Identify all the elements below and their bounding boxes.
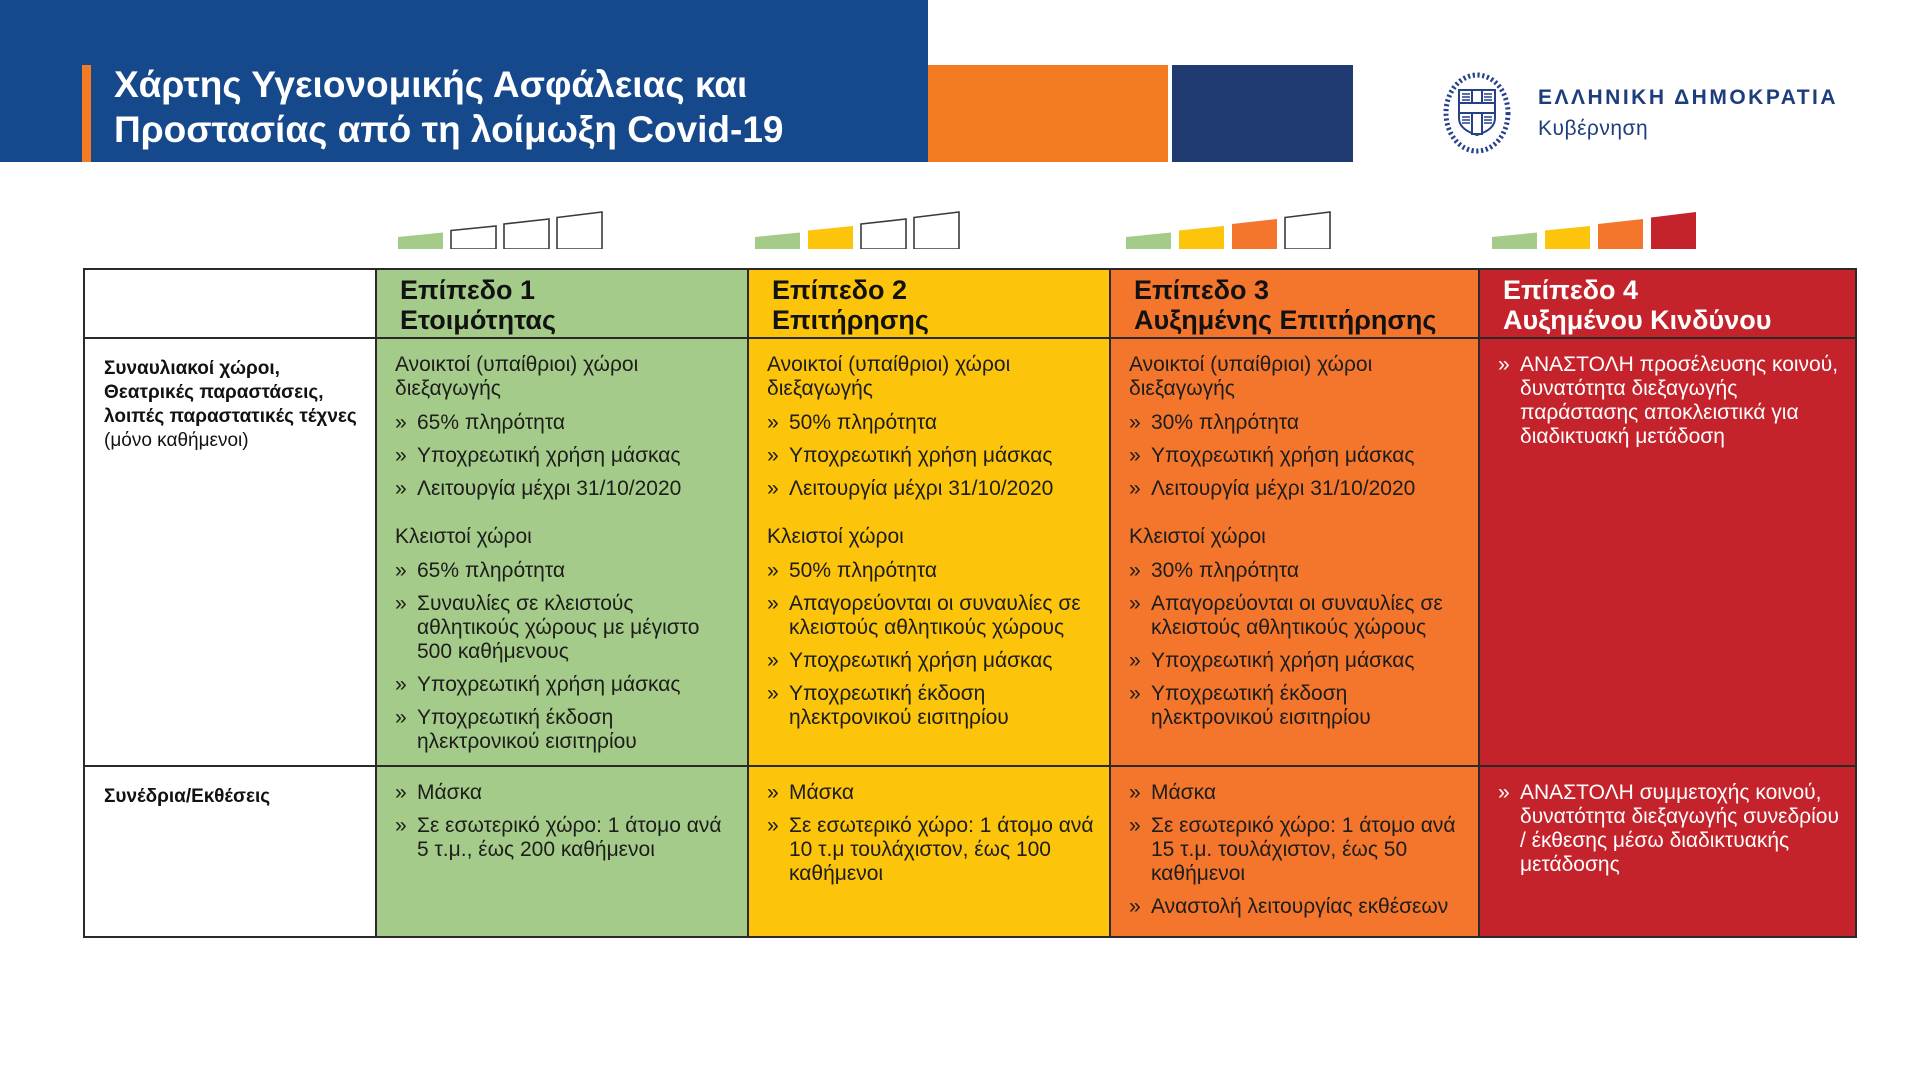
title-accent-bar (82, 65, 91, 162)
bullet-text: Υποχρεωτική χρήση μάσκας (789, 444, 1053, 467)
bullet-list (1129, 781, 1464, 919)
header-level-2 (747, 270, 1109, 337)
government-subtitle: Κυβέρνηση (1538, 116, 1649, 140)
list-item (767, 477, 1095, 501)
bullet-marker: » (1498, 353, 1510, 376)
level-1-indicator-icon (398, 211, 603, 249)
greek-republic-emblem-icon (1438, 70, 1516, 156)
list-item (395, 444, 733, 468)
bullet-marker: » (1129, 444, 1141, 467)
bullet-marker: » (395, 592, 407, 615)
page-title-line1: Χάρτης Υγειονομικής Ασφάλειας και (114, 64, 748, 105)
list-item (1498, 781, 1841, 877)
bullet-marker: » (395, 814, 407, 837)
list-item (1129, 814, 1464, 886)
bullet-marker: » (395, 444, 407, 467)
bullet-marker: » (767, 682, 779, 705)
bullet-marker: » (395, 781, 407, 804)
closed-spaces-section (1129, 525, 1464, 730)
row-label-note: (μόνο καθήμενοι) (104, 430, 249, 451)
bullet-text: Λειτουργία μέχρι 31/10/2020 (1151, 477, 1416, 500)
list-item (767, 592, 1095, 640)
bullet-text: Απαγορεύονται οι συναυλίες σε κλειστούς αθλητικούς χώρους (789, 592, 1081, 639)
bullet-text: Υποχρεωτική χρήση μάσκας (1151, 649, 1415, 672)
bullet-text: Μάσκα (417, 781, 482, 804)
bullet-marker: » (1129, 781, 1141, 804)
health-levels-table (83, 268, 1857, 938)
bullet-text: Συναυλίες σε κλειστούς αθλητικούς χώρους με μέγιστο 500 καθήμενους (417, 592, 700, 663)
cell-conferences-level2 (747, 765, 1109, 936)
bullet-marker: » (767, 411, 779, 434)
bullet-marker: » (395, 559, 407, 582)
cell-concerts-level2 (747, 337, 1109, 765)
bullet-text: 65% πληρότητα (417, 411, 565, 434)
bullet-text: 65% πληρότητα (417, 559, 565, 582)
decor-navy-block (1172, 65, 1353, 162)
bullet-marker: » (1129, 895, 1141, 918)
bullet-text: 50% πληρότητα (789, 559, 937, 582)
header-level-4 (1478, 270, 1855, 337)
bullet-text: Απαγορεύονται οι συναυλίες σε κλειστούς αθλητικούς χώρους (1151, 592, 1443, 639)
bullet-list (1498, 353, 1841, 449)
bullet-text: Υποχρεωτική έκδοση ηλεκτρονικού εισιτηρίου (1151, 682, 1371, 729)
title-banner (0, 0, 928, 162)
bullet-marker: » (1129, 649, 1141, 672)
list-item (1129, 411, 1464, 435)
closed-spaces-section (395, 525, 733, 754)
section-title: Ανοικτοί (υπαίθριοι) χώροι διεξαγωγής (767, 353, 1011, 400)
level-3-indicator-icon (1126, 211, 1331, 249)
section-title: Κλειστοί χώροι (1129, 525, 1266, 548)
cell-conferences-level1 (375, 765, 747, 936)
open-spaces-section (1129, 353, 1464, 501)
level-4-title: Επίπεδο 4 (1503, 275, 1639, 305)
list-item (1129, 592, 1464, 640)
level-1-title: Επίπεδο 1 (400, 275, 536, 305)
closed-spaces-section (767, 525, 1095, 730)
open-spaces-section (767, 353, 1095, 501)
bullet-marker: » (395, 411, 407, 434)
bullet-text: Υποχρεωτική χρήση μάσκας (417, 444, 681, 467)
bullet-marker: » (767, 592, 779, 615)
suspension-section (1498, 353, 1841, 449)
bullet-text: Σε εσωτερικό χώρο: 1 άτομο ανά 10 τ.μ τουλάχιστον, έως 100 καθήμενοι (789, 814, 1094, 885)
bullet-marker: » (767, 477, 779, 500)
list-item (1129, 559, 1464, 583)
bullet-text: Υποχρεωτική χρήση μάσκας (1151, 444, 1415, 467)
list-item (767, 649, 1095, 673)
government-text (1538, 86, 1838, 141)
bullet-marker: » (767, 444, 779, 467)
section-title: Κλειστοί χώροι (767, 525, 904, 548)
page-title-line2: Προστασίας από τη λοίμωξη Covid-19 (114, 109, 784, 150)
bullet-text: 30% πληρότητα (1151, 411, 1299, 434)
bullet-list (767, 559, 1095, 730)
bullet-list (395, 781, 733, 862)
list-item (767, 781, 1095, 805)
bullet-marker: » (395, 673, 407, 696)
bullet-list (767, 781, 1095, 886)
level-2-title: Επίπεδο 2 (772, 275, 908, 305)
list-item (1498, 353, 1841, 449)
row-label-concerts (85, 337, 375, 765)
cell-concerts-level1 (375, 337, 747, 765)
list-item (1129, 477, 1464, 501)
open-spaces-section (395, 353, 733, 501)
bullet-marker: » (1129, 814, 1141, 837)
bullet-list (1498, 781, 1841, 877)
cell-conferences-level3 (1109, 765, 1478, 936)
bullet-marker: » (1129, 477, 1141, 500)
list-item (767, 444, 1095, 468)
government-name: ΕΛΛΗΝΙΚΗ ΔΗΜΟΚΡΑΤΙΑ (1538, 85, 1839, 109)
bullet-text: Μάσκα (789, 781, 854, 804)
list-item (395, 559, 733, 583)
bullet-marker: » (1129, 559, 1141, 582)
header-level-3 (1109, 270, 1478, 337)
bullet-marker: » (1129, 592, 1141, 615)
level-4-indicator-icon (1492, 211, 1697, 249)
level-2-subtitle: Επιτήρησης (772, 305, 929, 335)
decor-orange-block (928, 65, 1168, 162)
list-item (395, 411, 733, 435)
bullet-text: ΑΝΑΣΤΟΛΗ προσέλευσης κοινού, δυνατότητα διεξαγωγής παράστασης αποκλειστικά για διαδικτυακή μετάδοση (1520, 353, 1839, 448)
row-label-conferences (85, 765, 375, 936)
list-item (1129, 781, 1464, 805)
bullet-text: Υποχρεωτική χρήση μάσκας (417, 673, 681, 696)
bullet-text: Μάσκα (1151, 781, 1216, 804)
list-item (1129, 682, 1464, 730)
bullet-list (395, 559, 733, 754)
bullet-text: ΑΝΑΣΤΟΛΗ συμμετοχής κοινού, δυνατότητα διεξαγωγής συνεδρίου / έκθεσης μέσω διαδικτυακής μετάδοσης (1520, 781, 1839, 876)
level-2-indicator-icon (755, 211, 960, 249)
row-label-bold: Συναυλιακοί χώροι, Θεατρικές παραστάσεις, λοιπές παραστατικές τέχνες (104, 358, 357, 427)
bullet-list (395, 411, 733, 501)
cell-conferences-level4 (1478, 765, 1855, 936)
section-title: Ανοικτοί (υπαίθριοι) χώροι διεξαγωγής (1129, 353, 1373, 400)
bullet-text: Λειτουργία μέχρι 31/10/2020 (417, 477, 682, 500)
list-item (767, 411, 1095, 435)
page-title (114, 62, 783, 152)
bullet-text: Υποχρεωτική έκδοση ηλεκτρονικού εισιτηρίου (417, 706, 637, 753)
bullet-text: 50% πληρότητα (789, 411, 937, 434)
bullet-list (767, 411, 1095, 501)
list-item (767, 682, 1095, 730)
bullet-marker: » (395, 477, 407, 500)
bullet-text: Αναστολή λειτουργίας εκθέσεων (1151, 895, 1449, 918)
bullet-marker: » (767, 559, 779, 582)
cell-concerts-level4 (1478, 337, 1855, 765)
header-level-1 (375, 270, 747, 337)
rules-section (767, 781, 1095, 886)
bullet-text: Λειτουργία μέχρι 31/10/2020 (789, 477, 1054, 500)
bullet-marker: » (1129, 682, 1141, 705)
list-item (1129, 895, 1464, 919)
bullet-marker: » (1129, 411, 1141, 434)
level-4-subtitle: Αυξημένου Κινδύνου (1503, 305, 1772, 335)
level-1-subtitle: Ετοιμότητας (400, 305, 557, 335)
government-brand (1438, 70, 1838, 156)
list-item (1129, 444, 1464, 468)
level-3-subtitle: Αυξημένης Επιτήρησης (1134, 305, 1437, 335)
bullet-text: Υποχρεωτική έκδοση ηλεκτρονικού εισιτηρίου (789, 682, 1009, 729)
list-item (1129, 649, 1464, 673)
bullet-marker: » (395, 706, 407, 729)
bullet-text: Σε εσωτερικό χώρο: 1 άτομο ανά 15 τ.μ. τουλάχιστον, έως 50 καθήμενοι (1151, 814, 1456, 885)
list-item (395, 592, 733, 664)
rules-section (1129, 781, 1464, 919)
bullet-marker: » (767, 814, 779, 837)
rules-section (395, 781, 733, 862)
section-title: Ανοικτοί (υπαίθριοι) χώροι διεξαγωγής (395, 353, 639, 400)
list-item (767, 559, 1095, 583)
list-item (395, 477, 733, 501)
suspension-section (1498, 781, 1841, 877)
list-item (395, 673, 733, 697)
list-item (395, 781, 733, 805)
list-item (395, 814, 733, 862)
bullet-list (1129, 411, 1464, 501)
bullet-text: Σε εσωτερικό χώρο: 1 άτομο ανά 5 τ.μ., έως 200 καθήμενοι (417, 814, 722, 861)
list-item (767, 814, 1095, 886)
corner-cell (85, 270, 375, 337)
bullet-text: Υποχρεωτική χρήση μάσκας (789, 649, 1053, 672)
bullet-text: 30% πληρότητα (1151, 559, 1299, 582)
bullet-marker: » (1498, 781, 1510, 804)
section-title: Κλειστοί χώροι (395, 525, 532, 548)
bullet-list (1129, 559, 1464, 730)
row-label-bold: Συνέδρια/Εκθέσεις (104, 786, 271, 807)
bullet-marker: » (767, 649, 779, 672)
list-item (395, 706, 733, 754)
cell-concerts-level3 (1109, 337, 1478, 765)
level-3-title: Επίπεδο 3 (1134, 275, 1270, 305)
bullet-marker: » (767, 781, 779, 804)
